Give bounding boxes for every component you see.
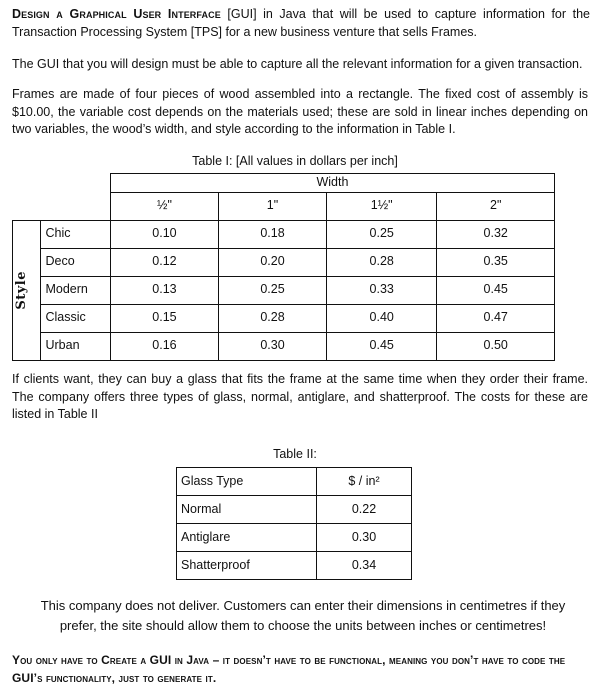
intro-lead: Design a Graphical User Interface [12,7,221,21]
table1-caption: Table I: [All values in dollars per inch] [192,154,398,168]
intro-rest: [GUI] in Java that will be used to capture information for the Transaction Processing System [TPS] for a new business venture that sells Frames. [12,7,590,39]
table-row [177,552,412,580]
table-cell: 0.50 [437,332,555,360]
glass-cost: 0.22 [317,496,412,524]
table-row [13,220,555,248]
glass-type: Normal [177,496,317,524]
intro-paragraph [12,6,590,41]
table-cell: 0.10 [110,220,218,248]
table-cell: 0.20 [218,248,326,276]
table-cell: 0.30 [218,332,326,360]
table-cell: 0.45 [327,332,437,360]
gui-requirement-paragraph: The GUI that you will design must be able to capture all the relevant information for a given transaction. [12,57,583,71]
style-name: Chic [41,220,110,248]
style-name: Deco [41,248,110,276]
glass-cost: 0.30 [317,524,412,552]
glass-cost: 0.34 [317,552,412,580]
table-cell: 0.28 [218,304,326,332]
table2-caption: Table II: [273,447,317,461]
column-header: 1" [218,192,326,220]
table-row [177,496,412,524]
column-header: 1½" [327,192,437,220]
table-cell: 0.47 [437,304,555,332]
style-name: Urban [41,332,110,360]
table-cell: 0.25 [218,276,326,304]
glass-type-header: Glass Type [177,468,317,496]
footer-note: You only have to Create a GUI in Java – it doesn’t have to be functional, meaning you don’t have to code the GUI’s functionality, just to generate it. [12,653,566,685]
cost-header: $ / in² [317,468,412,496]
table1-column-header-row [13,192,555,220]
style-name: Classic [41,304,110,332]
table2-header-row [177,468,412,496]
table-cell: 0.18 [218,220,326,248]
table-cell: 0.28 [327,248,437,276]
table-row [13,248,555,276]
table-cell: 0.32 [437,220,555,248]
table-cell: 0.45 [437,276,555,304]
style-side-cell [13,220,41,360]
frames-paragraph: Frames are made of four pieces of wood assembled into a rectangle. The fixed cost of assembly is $10.00, the variable cost depends on the materials used; these are sold in linear inches depending on two variables, the wood’s width, and style according to the information in Table I. [12,87,588,136]
table-cell: 0.35 [437,248,555,276]
glass-paragraph: If clients want, they can buy a glass that fits the frame at the same time when they order their frame. The company offers three types of glass, normal, antiglare, and shatterproof. The costs for these are listed in Table II [12,372,588,421]
width-header: Width [110,174,554,193]
table-cell: 0.13 [110,276,218,304]
delivery-paragraph: This company does not deliver. Customers can enter their dimensions in centimetres if they prefer, the site should allow them to choose the units between inches or centimetres! [40,598,566,633]
table-row [177,524,412,552]
table-cell: 0.33 [327,276,437,304]
column-header: ½" [110,192,218,220]
table-row [13,304,555,332]
table1-width-header-row [13,174,555,193]
style-name: Modern [41,276,110,304]
wood-cost-table [12,173,555,361]
glass-type: Antiglare [177,524,317,552]
style-side-label: Style [14,270,29,310]
table-cell: 0.16 [110,332,218,360]
glass-type: Shatterproof [177,552,317,580]
table-cell: 0.12 [110,248,218,276]
glass-cost-table [176,467,412,580]
table-row [13,276,555,304]
column-header: 2" [437,192,555,220]
table-cell: 0.40 [327,304,437,332]
table-cell: 0.15 [110,304,218,332]
table-row [13,332,555,360]
table-cell: 0.25 [327,220,437,248]
